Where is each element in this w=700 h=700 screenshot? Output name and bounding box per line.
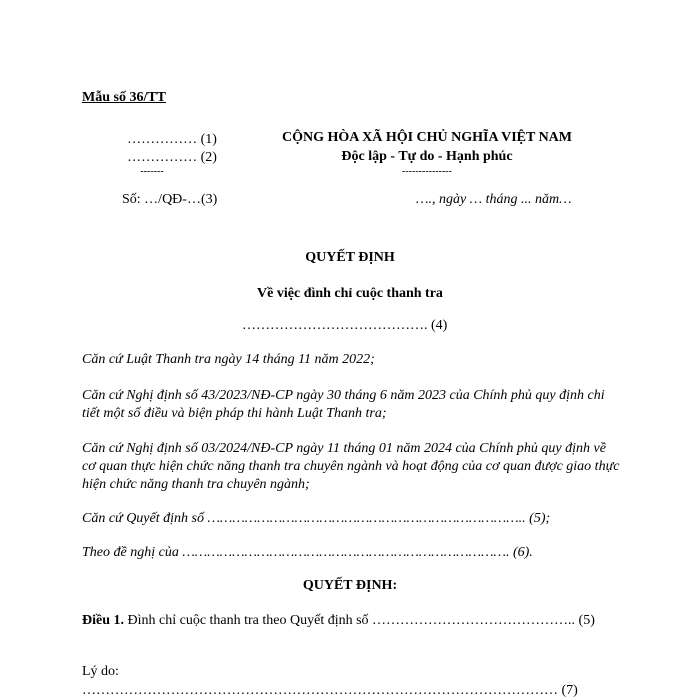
decides-heading: QUYẾT ĐỊNH: xyxy=(302,578,398,593)
reason-label: Lý do: xyxy=(82,664,119,679)
basis-decree-03: Căn cứ Nghị định số 03/2024/NĐ-CP ngày 11 tháng 01 năm 2024 của Chính phủ quy định về cơ quan thực hiện chức năng thanh tra chuyên ngành và hoạt động của cơ quan được giao thực hiện chức năng thanh tra chuyên ngành; xyxy=(82,441,620,492)
article-1-text: Đình chỉ cuộc thanh tra theo Quyết định số …………………………………….. (5) xyxy=(127,613,595,628)
decision-subject: Về việc đình chỉ cuộc thanh tra xyxy=(257,286,443,301)
right-divider: --------------- xyxy=(402,166,452,177)
basis-proposal: Theo đề nghị của ……………………………………………………………………. (6). xyxy=(82,545,533,560)
national-title: CỘNG HÒA XÃ HỘI CHỦ NGHĨA VIỆT NAM xyxy=(281,130,572,145)
basis-decree-43: Căn cứ Nghị định số 43/2023/NĐ-CP ngày 30 tháng 6 năm 2023 của Chính phủ quy định chi tiết một số điều và biện pháp thi hành Luật Thanh tra; xyxy=(82,388,605,421)
national-motto: Độc lập - Tự do - Hạnh phúc xyxy=(341,149,513,164)
reason-line: ………………………………………………………………………………………… (7) xyxy=(82,683,578,698)
place-date-line: …., ngày … tháng ... năm… xyxy=(416,192,572,207)
form-label: Mẫu số 36/TT xyxy=(82,90,167,105)
decision-title: QUYẾT ĐỊNH xyxy=(305,250,395,265)
agency-issuing-line: …………… (2) xyxy=(127,150,217,165)
article-1-label: Điều 1. xyxy=(82,613,124,628)
basis-law: Căn cứ Luật Thanh tra ngày 14 tháng 11 năm 2022; xyxy=(82,352,375,367)
document-number: Số: …/QĐ-…(3) xyxy=(122,192,218,207)
agency-superior-line: …………… (1) xyxy=(127,132,217,147)
basis-decision: Căn cứ Quyết định số ………………………………………………………………….. (5); xyxy=(82,511,551,526)
left-divider: ------- xyxy=(140,166,164,177)
issuer-line: …………………………………. (4) xyxy=(242,318,448,333)
article-1 xyxy=(82,612,622,630)
